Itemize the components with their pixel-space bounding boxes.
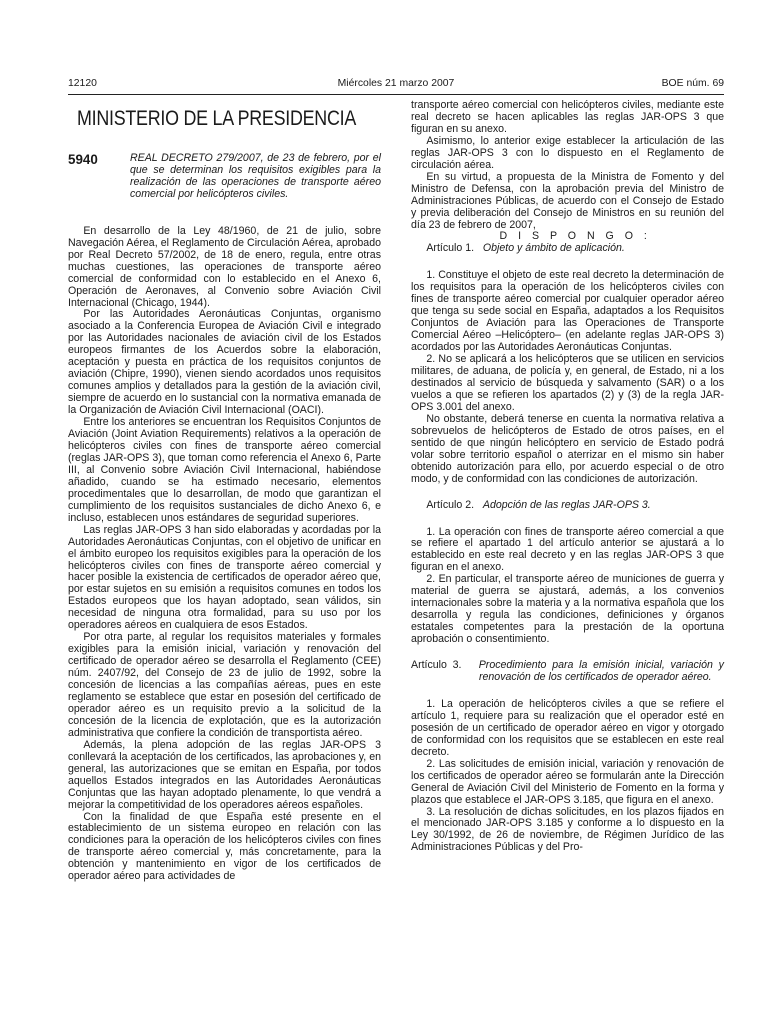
- page-header: [68, 77, 724, 91]
- dispongo-heading: D I S P O N G O :: [499, 230, 651, 243]
- article-label: Artículo 1.: [426, 242, 475, 255]
- paragraph: En desarrollo de la Ley 48/1960, de 21 de julio, sobre Navegación Aérea, el Reglamento de Circulación Aérea, aprobado por Real Decreto 57/2002, de 18 de enero, regula, entre otras muchas cuestiones, las operaciones de transporte aéreo comercial de conformidad con lo establecido en el Anexo 6, Operación de Aeronaves, al Convenio sobre Aviación Civil Internacional (Chicago, 1944).: [68, 224, 381, 309]
- paragraph: Por las Autoridades Aeronáuticas Conjuntas, organismo asociado a la Conferencia Europea de Aviación Civil e integrado por las Autoridades nacionales de aviación civil de los Estados europeos firmantes de los Acuerdos sobre la elaboración, aceptación y puesta en práctica de los requisitos conjuntos de aviación (Chipre, 1990), vienen siendo acordados unos requisitos comunes amplios y detallados para la gestión de la aviación civil, siempre de acuerdo en lo sustancial con la normativa emanada de la Organización de Aviación Civil Internacional (OACI).: [68, 308, 381, 417]
- paragraph: Las reglas JAR-OPS 3 han sido elaboradas y acordadas por la Autoridades Aeronáuticas Conjuntas, con el objetivo de unificar en el ámbito europeo los requisitos exigibles para la operación de los helicópteros civiles con fines de transporte aéreo comercial y hacer posible la existencia de certificados de operador aéreo que, por estar sujetos en su emisión a requisitos comunes en todos los Estados europeos que los hayan adoptado, sean válidos, sin necesidad de ninguna otra formalidad, para su uso por los operadores aéreos en cualquiera de esos Estados.: [68, 523, 381, 632]
- paragraph: Por otra parte, al regular los requisitos materiales y formales exigibles para la emisión inicial, variación y renovación del certificado de operador aéreo se desarrolla el Reglamento (CEE) núm. 2407/92, del Consejo de 23 de julio de 1992, sobre la concesión de licencias a las compañías aéreas, pues en este reglamento se establece que estar en posesión del certificado de operador aéreo es un requisito previo a la solicitud de la concesión de la licencia de explotación, que es la autorización administrativa que confiere la condición de transportista aéreo.: [68, 631, 381, 739]
- paragraph: En su virtud, a propuesta de la Ministra de Fomento y del Ministro de Defensa, con la aprobación previa del Ministro de Administraciones Públicas, de acuerdo con el Consejo de Estado y previa deliberación del Consejo de Ministros en su reunión del día 23 de febrero de 2007,: [411, 170, 724, 231]
- header-rule: [68, 94, 724, 95]
- article-2-heading: [411, 500, 724, 512]
- ministry-heading: MINISTERIO DE LA PRESIDENCIA: [77, 107, 357, 130]
- paragraph: transporte aéreo comercial con helicópteros civiles, mediante este real decreto se hacen aplicables las reglas JAR-OPS 3 que figuran en su anexo.: [411, 99, 724, 135]
- paragraph: 2. Las solicitudes de emisión inicial, variación y renovación de los certificados de operador aéreo se formularán ante la Dirección General de Aviación Civil del Ministerio de Fomento en la forma y plazos que establece el JAR-OPS 3.185, que figura en el anexo.: [411, 757, 724, 806]
- paragraph: Con la finalidad de que España esté presente en el establecimiento de un sistema europeo en relación con las condiciones para la operación de los helicópteros civiles con fines de transporte aéreo comercial y, más concretamente, para la obtención y mantenimiento en vigor de los certificados de operador aéreo para actividades de: [68, 810, 381, 883]
- paragraph: No obstante, deberá tenerse en cuenta la normativa relativa a sobrevuelos de helicópteros de Estado de otros países, en el sentido de que ningún helicóptero en servicio de Estado podrá volar sobre territorio español o aterrizar en el mismo sin haber obtenido autorización para ello, por acuerdo especial o de otro modo, y de conformidad con las condiciones de autorización.: [411, 412, 724, 485]
- decree-number: 5940: [68, 152, 98, 167]
- right-column: [411, 100, 724, 854]
- article-name: Procedimiento para la emisión inicial, variación y renovación de los certificados de operador aéreo.: [478, 659, 724, 683]
- bulletin-number: BOE núm. 69: [661, 78, 724, 89]
- paragraph: Asimismo, lo anterior exige establecer la articulación de las reglas JAR-OPS 3 con lo dispuesto en el Reglamento de circulación aérea.: [411, 134, 724, 171]
- publication-date: Miércoles 21 marzo 2007: [337, 78, 455, 89]
- decree-heading: [68, 153, 381, 201]
- page-number: 12120: [68, 78, 97, 89]
- left-column: [68, 100, 381, 883]
- article-3-heading: [411, 660, 724, 684]
- paragraph: 2. En particular, el transporte aéreo de municiones de guerra y material de guerra se ajustará, además, a los convenios internacionales sobre la materia y a la normativa española que los desarrolla y regula las condiciones, definiciones y órganos estatales competentes para la prestación de la oportuna aprobación o consentimiento.: [411, 573, 724, 646]
- decree-title: REAL DECRETO 279/2007, de 23 de febrero, por el que se determinan los requisitos exigibles para la realización de las operaciones de transporte aéreo comercial por helicópteros civiles.: [130, 152, 381, 200]
- article-name: Adopción de las reglas JAR-OPS 3.: [482, 498, 651, 511]
- paragraph: 2. No se aplicará a los helicópteros que se utilicen en servicios militares, de aduana, de policía y, en general, de Estado, ni a los destinados al servicio de búsqueda y salvamento (SAR) o a los vuelos a que se refieren los apartados (2) y (3) de la regla JAR-OPS 3.001 del anexo.: [411, 353, 724, 413]
- paragraph: 1. Constituye el objeto de este real decreto la determinación de los requisitos para la operación de los helicópteros civiles con fines de transporte aéreo comercial por cualquier operador aéreo que tenga su sede social en España, adaptados a los Requisitos Conjuntos de Aviación para las Operaciones de Transporte Comercial Aéreo –Helicóptero– (en adelante reglas JAR-OPS 3) acordados por las Autoridades Aeronáuticas Conjuntas.: [411, 269, 724, 354]
- article-label: Artículo 2.: [426, 498, 475, 511]
- paragraph: Entre los anteriores se encuentran los Requisitos Conjuntos de Aviación (Joint Aviation Requirements) relativos a la operación de helicópteros civiles con fines de transporte aéreo comercial (reglas JAR-OPS 3), que toman como referencia el Anexo 6, Parte III, al Convenio sobre Aviación Civil Internacional, habiéndose añadido, cuando se ha estimado necesario, elementos procedimentales que lo desarrollan, de modo que garantizan el cumplimiento de los requisitos sustanciales de dicho Anexo 6, e incluso, establecen unos estándares de seguridad superiores.: [68, 416, 381, 524]
- paragraph: 3. La resolución de dichas solicitudes, en los plazos fijados en el mencionado JAR-OPS 3.185 y conforme a lo dispuesto en la Ley 30/1992, de 26 de noviembre, de Régimen Jurídico de las Administraciones Públicas y del Pro-: [411, 805, 724, 854]
- article-label: Artículo 3.: [411, 659, 462, 672]
- paragraph: Además, la plena adopción de las reglas JAR-OPS 3 conllevará la aceptación de los certificados, las aprobaciones y, en general, las autorizaciones que se emitan en España, por todos aquellos Estados integrados en las Autoridades Aeronáuticas Conjuntas que las hayan adoptado plenamente, lo que vendrá a mejorar la competitividad de los operadores aéreos españoles.: [68, 738, 381, 811]
- paragraph: 1. La operación de helicópteros civiles a que se refiere el artículo 1, requiere para su realización que el operador esté en posesión de un certificado de operador aéreo en vigor y otorgado de conformidad con los requisitos que se establecen en este real decreto.: [411, 697, 724, 758]
- paragraph: 1. La operación con fines de transporte aéreo comercial a que se refiere el apartado 1 del artículo anterior se ajustará a lo establecido en este real decreto y en las reglas JAR-OPS 3 que figuran en el anexo.: [411, 525, 724, 574]
- article-1-heading: [411, 243, 724, 255]
- article-name: Objeto y ámbito de aplicación.: [482, 242, 625, 255]
